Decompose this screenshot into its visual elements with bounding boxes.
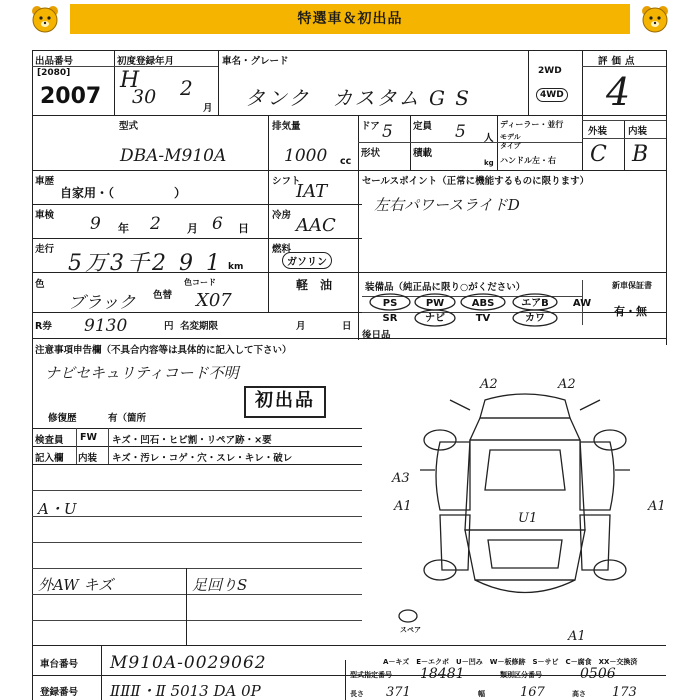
equip-navi: ナビ bbox=[425, 313, 445, 324]
name-change-label: 名変期限 bbox=[180, 321, 219, 332]
damage-label-a1-rear: A1 bbox=[568, 629, 586, 640]
cc-label: 排気量 bbox=[272, 121, 301, 132]
name-change-day: 日 bbox=[342, 321, 352, 332]
capacity-unit: 人 bbox=[484, 133, 494, 144]
model: DBA-M910A bbox=[120, 146, 227, 166]
cc-unit: cc bbox=[340, 156, 352, 167]
recycle-value: 9130 bbox=[84, 316, 128, 336]
score-label: 評価点 bbox=[598, 56, 639, 67]
shift-label: シフト bbox=[272, 176, 301, 187]
chassis-label: 車台番号 bbox=[40, 659, 79, 670]
reg-number: ⅡⅡⅡ・Ⅱ 5013 DA 0P bbox=[110, 682, 261, 700]
reg-number-label: 登録番号 bbox=[40, 687, 79, 698]
length-label: 長さ bbox=[350, 690, 364, 698]
capacity: 5 bbox=[455, 122, 466, 142]
cc: 1000 bbox=[284, 146, 328, 166]
equip-ps: PS bbox=[382, 298, 398, 309]
color-code-label: 色コード bbox=[184, 278, 216, 287]
reg-month-unit: 月 bbox=[203, 103, 213, 114]
model-num-label: 型式指定番号 bbox=[350, 671, 392, 679]
checker-fw-items: キズ・凹石・ヒビ割・リペア跡・×要 bbox=[112, 435, 272, 446]
type-num-label: 類別区分番号 bbox=[500, 671, 542, 679]
notes-text: ナビセキュリティコード不明 bbox=[45, 364, 239, 382]
remark-3: 足回りS bbox=[192, 576, 248, 594]
door-label: ドア bbox=[361, 121, 380, 132]
remark-2: 外AW キズ bbox=[38, 576, 114, 594]
history-label: 修復歴 bbox=[48, 413, 77, 424]
damage-label-a1-right: A1 bbox=[648, 499, 666, 514]
bear-mascot-icon bbox=[30, 4, 60, 34]
fuel-label: 燃料 bbox=[272, 244, 292, 255]
width-label: 幅 bbox=[478, 690, 485, 698]
car-name-label: 車名・グレード bbox=[222, 56, 289, 67]
ac-label: 冷房 bbox=[272, 210, 292, 221]
car-damage-diagram bbox=[380, 370, 670, 640]
mileage-value: 5万3千2 9 1 bbox=[68, 251, 223, 276]
delivery-label: 後日品 bbox=[362, 330, 391, 341]
wheel-type-label: タイプ bbox=[500, 142, 521, 150]
type-num: 0506 bbox=[580, 666, 616, 682]
recycle-label: R券 bbox=[35, 321, 52, 332]
mileage-unit: km bbox=[228, 262, 244, 272]
equip-sr: SR bbox=[382, 313, 398, 324]
color-value: ブラック bbox=[68, 293, 136, 313]
equip-leather: カワ bbox=[525, 313, 545, 324]
checker-inner-items: キズ・汚レ・コゲ・穴・スレ・キレ・破レ bbox=[112, 453, 293, 464]
height-label: 高さ bbox=[572, 690, 586, 698]
damage-label-a1-left: A1 bbox=[394, 499, 412, 514]
color-change-label: 色替 bbox=[153, 290, 173, 301]
handle-options: 左・右 bbox=[532, 156, 556, 165]
ac: AAC bbox=[296, 215, 336, 236]
capacity-label: 定員 bbox=[413, 121, 433, 132]
spare-tire-label: スペア bbox=[400, 626, 421, 634]
shift: IAT bbox=[296, 181, 328, 202]
recycle-unit: 円 bbox=[164, 321, 174, 332]
interior-grade: B bbox=[632, 142, 649, 167]
warranty-value: 有・無 bbox=[614, 305, 647, 318]
fuel-gasoline: ガソリン bbox=[282, 252, 332, 269]
usage-value: 自家用・（ ） bbox=[60, 186, 187, 200]
width-value: 167 bbox=[520, 685, 545, 700]
load-unit: kg bbox=[484, 159, 494, 167]
checker-label-1: 検査員 bbox=[35, 435, 64, 446]
history-value: 有（箇所 bbox=[108, 413, 147, 424]
checker-label-2: 記入欄 bbox=[35, 453, 64, 464]
inspection-year-unit: 年 bbox=[118, 222, 129, 235]
lot-sub: [2080] bbox=[37, 68, 71, 78]
checker-fw: FW bbox=[80, 432, 97, 443]
load-label: 積載 bbox=[413, 148, 433, 159]
damage-label-a2-right: A2 bbox=[558, 377, 576, 392]
equipment-label: 装備品（純正品に限り○がください） bbox=[365, 282, 526, 293]
sales-label: セールスポイント（正常に機能するものに限ります） bbox=[362, 176, 590, 187]
model-type-label: モデル bbox=[500, 133, 521, 141]
legend: A－キズ E－エクボ U－凹み W－板修跡 S－サビ C－腐食 XX－交換済 bbox=[383, 658, 638, 666]
era: H bbox=[120, 68, 140, 93]
exterior-label: 外装 bbox=[588, 126, 608, 137]
color-code: X07 bbox=[196, 290, 232, 311]
inspection-month-unit: 月 bbox=[187, 222, 198, 235]
equip-airbag: エアB bbox=[521, 298, 549, 309]
inspection-month: 2 bbox=[150, 214, 161, 234]
banner bbox=[0, 0, 700, 38]
height-value: 173 bbox=[612, 685, 637, 700]
exterior-grade: C bbox=[590, 142, 607, 167]
doors: 5 bbox=[382, 122, 393, 142]
first-listing-stamp: 初出品 bbox=[244, 386, 326, 418]
inspection-day: 6 bbox=[212, 214, 223, 234]
model-num: 18481 bbox=[420, 666, 465, 682]
inspection-label: 車検 bbox=[35, 210, 55, 221]
reg-date-label: 初度登録年月 bbox=[117, 56, 175, 67]
damage-label-a2-left: A2 bbox=[480, 377, 498, 392]
notes-label: 注意事項申告欄（不具合内容等は具体的に記入して下さい） bbox=[35, 345, 292, 356]
lot-number: 2007 bbox=[40, 84, 102, 109]
equip-tv: TV bbox=[475, 313, 491, 324]
inspection-day-unit: 日 bbox=[238, 222, 249, 235]
shape-label: 形状 bbox=[361, 148, 381, 159]
drive-2wd: 2WD bbox=[538, 66, 562, 76]
damage-label-a3: A3 bbox=[392, 471, 410, 486]
chassis-number: M910A-0029062 bbox=[110, 653, 267, 673]
drive-4wd: 4WD bbox=[536, 88, 568, 102]
equip-abs: ABS bbox=[471, 298, 495, 309]
color-label: 色 bbox=[35, 279, 45, 290]
fuel-diesel: 軽 油 bbox=[296, 278, 333, 292]
usage-label: 車歴 bbox=[35, 176, 55, 187]
bear-mascot-icon bbox=[640, 4, 670, 34]
sales-note: 左右パワースライドD bbox=[374, 196, 520, 214]
interior-label: 内装 bbox=[628, 126, 648, 137]
score: 4 bbox=[606, 70, 631, 114]
model-label: 型式 bbox=[119, 121, 139, 132]
equip-pw: PW bbox=[425, 298, 445, 309]
lot-label: 出品番号 bbox=[35, 56, 74, 67]
remark-1: A・U bbox=[38, 500, 77, 518]
banner-title: 特選車＆初出品 bbox=[297, 11, 403, 27]
equip-aw: AW bbox=[572, 298, 592, 309]
car-name: タンク カスタム G S bbox=[245, 86, 471, 110]
dealer-label: ディーラー・並行 bbox=[500, 120, 564, 129]
inspection-year: 9 bbox=[90, 214, 101, 234]
checker-inner: 内装 bbox=[78, 453, 98, 464]
warranty-label: 新車保証書 bbox=[612, 281, 652, 290]
name-change-month: 月 bbox=[296, 321, 306, 332]
equipment-circle-marks bbox=[362, 290, 582, 330]
mileage-label: 走行 bbox=[35, 244, 55, 255]
reg-year: 30 bbox=[132, 86, 157, 108]
reg-month: 2 bbox=[180, 76, 193, 100]
length-value: 371 bbox=[386, 685, 411, 700]
handle-label: ハンドル bbox=[500, 156, 532, 165]
damage-label-u1: U1 bbox=[518, 511, 538, 526]
